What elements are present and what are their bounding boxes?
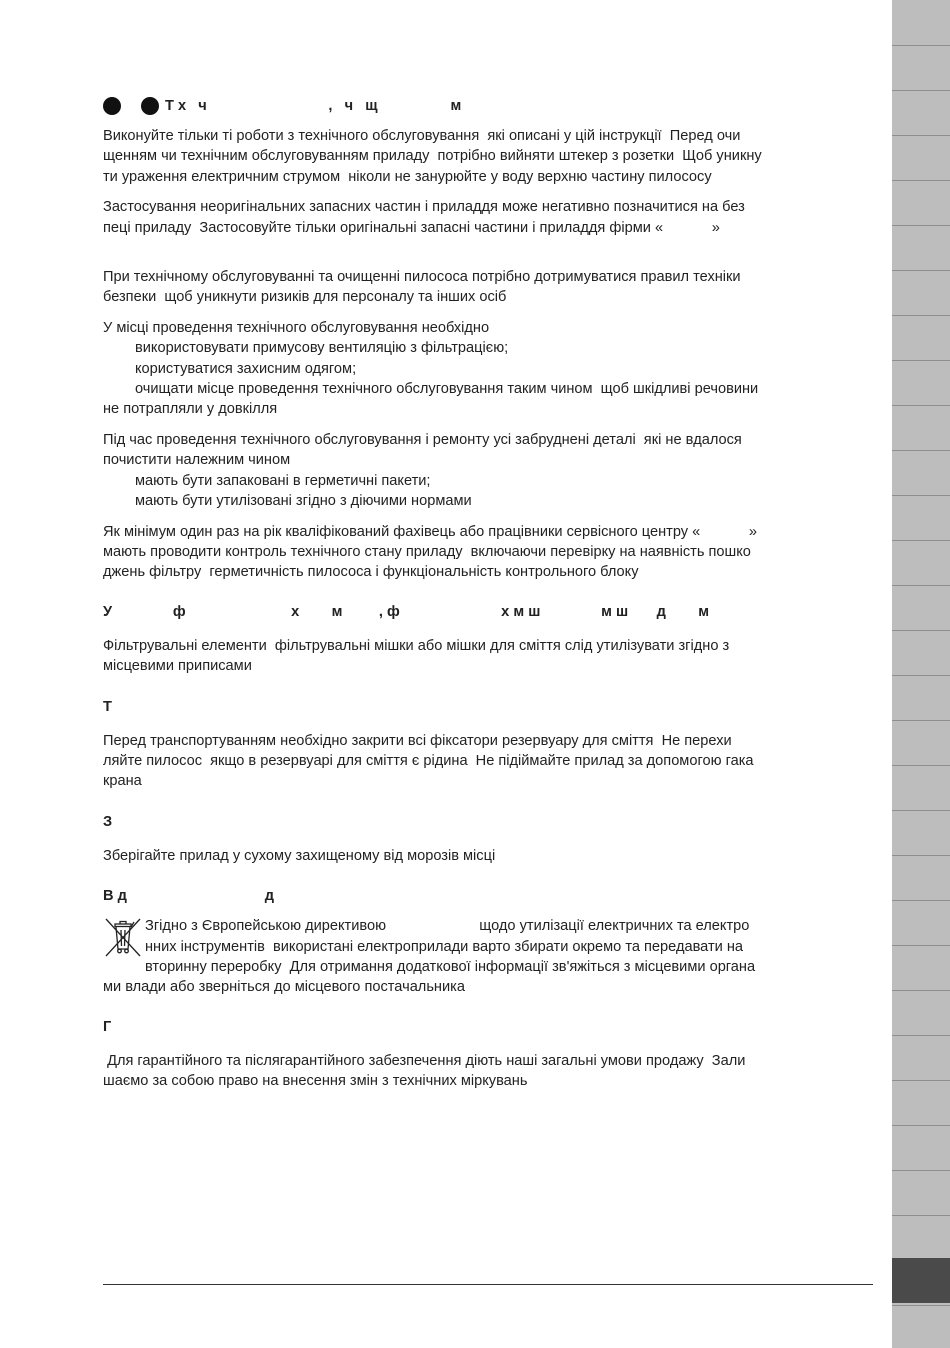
black-circle-icon <box>103 97 121 115</box>
maintenance-list-item: мають бути утилізовані згідно з діючими нормами <box>135 493 472 510</box>
tab-divider <box>892 270 950 271</box>
crossed-bin-icon <box>103 916 145 977</box>
tab-divider <box>892 225 950 226</box>
tab-divider <box>892 810 950 811</box>
recycling-line: нних інструментів використані електроприлади варто збирати окремо та передавати на <box>145 938 744 955</box>
disposal-heading: У ф х м , ф х м ш м ш д м <box>103 603 710 620</box>
tab-divider <box>892 1215 950 1216</box>
tab-divider <box>892 990 950 991</box>
disposal-paragraph: Фільтрувальні елементи фільтрувальні мішки або мішки для сміття слід утилізувати згідно з місцевими приписами <box>103 637 730 675</box>
tab-divider <box>892 630 950 631</box>
warranty-heading: Г <box>103 1018 112 1035</box>
transport-heading: Т <box>103 698 112 715</box>
maintenance-list-item-continuation: не потрапляли у довкілля <box>103 401 278 418</box>
tab-divider <box>892 675 950 676</box>
tab-divider <box>892 945 950 946</box>
storage-paragraph: Зберігайте прилад у сухому захищеному від морозів місці <box>103 847 496 864</box>
tab-divider <box>892 360 950 361</box>
tab-divider <box>892 540 950 541</box>
maintenance-list-item: мають бути запаковані в герметичні пакети; <box>135 472 431 489</box>
tab-divider <box>892 855 950 856</box>
tab-divider <box>892 1305 950 1306</box>
maintenance-paragraph-3: При технічному обслуговуванні та очищенні пилососа потрібно дотримуватися правил техніки безпеки щоб уникнути ризиків для персоналу та інших осіб <box>103 269 741 306</box>
tab-divider <box>892 1035 950 1036</box>
tab-divider <box>892 765 950 766</box>
tab-divider <box>892 1170 950 1171</box>
tab-divider <box>892 720 950 721</box>
maintenance-paragraph-2: Застосування неоригінальних запасних частин і приладдя може негативно позначитися на без пеці приладу Застосовуйте тільки оригінальні запасні частини і приладдя фірми « » <box>103 199 745 236</box>
tab-divider <box>892 1080 950 1081</box>
tab-divider <box>892 180 950 181</box>
tab-divider <box>892 900 950 901</box>
tab-divider <box>892 405 950 406</box>
maintenance-heading <box>103 96 873 116</box>
maintenance-paragraph-5-intro: Під час проведення технічного обслуговування і ремонту усі забруднені деталі які не вдалося почистити належним чином <box>103 431 742 469</box>
tab-divider <box>892 1125 950 1126</box>
maintenance-list-item: використовувати примусову вентиляцію з фільтрацією; <box>135 340 509 357</box>
tab-divider <box>892 135 950 136</box>
active-section-tab <box>892 1258 950 1303</box>
transport-paragraph: Перед транспортуванням необхідно закрити всі фіксатори резервуару для сміття Не перехи ляйте пилосос якщо в резервуарі для сміття є рідина Не підіймайте прилад за допомогою гака крана <box>103 732 754 790</box>
warranty-paragraph: Для гарантійного та післягарантійного забезпечення діють наші загальні умови продажу Зали шаємо за собою право на внесення змін з технічних міркувань <box>103 1052 746 1090</box>
tab-divider <box>892 585 950 586</box>
recycling-line-continuation: ми влади або зверніться до місцевого постачальника <box>103 979 465 996</box>
footer-rule <box>103 1284 873 1285</box>
maintenance-list-item: користуватися захисним одягом; <box>135 360 357 377</box>
recycling-text <box>145 916 755 977</box>
recycling-heading: В д д <box>103 888 274 905</box>
tab-divider <box>892 315 950 316</box>
tab-divider <box>892 90 950 91</box>
recycling-block <box>103 916 873 977</box>
recycling-line: Згідно з Європейською директивою щодо утилізації електричних та електро <box>145 918 750 935</box>
page-content <box>103 96 873 1092</box>
maintenance-paragraph-4-intro: У місці проведення технічного обслуговування необхідно <box>103 319 490 336</box>
maintenance-paragraph-1: Виконуйте тільки ті роботи з технічного обслуговування які описані у цій інструкції Перед очи щенням чи технічним обслуговуванням приладу потрібно вийняти штекер з розетки Щоб уникну ти ураження електричним струмом ніколи не занурюйте у воду верхню частину пилососу <box>103 128 762 185</box>
storage-heading: З <box>103 813 113 830</box>
recycling-line: вторинну переробку Для отримання додаткової інформації зв'яжіться з місцевими органа <box>145 958 756 975</box>
tab-divider <box>892 45 950 46</box>
maintenance-heading-text: Т х ч , ч щ м <box>165 98 462 114</box>
black-circle-icon <box>141 97 159 115</box>
maintenance-list-item: очищати місце проведення технічного обслуговування таким чином щоб шкідливі речовини <box>135 381 759 398</box>
tab-divider <box>892 495 950 496</box>
maintenance-paragraph-6: Як мінімум один раз на рік кваліфікований фахівець або працівники сервісного центру « » мають проводити контроль технічного стану приладу включаючи перевірку на наявність пошко джень фільтру герметичність пилососа і функціональність контрольного блоку <box>103 523 758 581</box>
tab-divider <box>892 450 950 451</box>
section-tab-strip <box>892 0 950 1348</box>
